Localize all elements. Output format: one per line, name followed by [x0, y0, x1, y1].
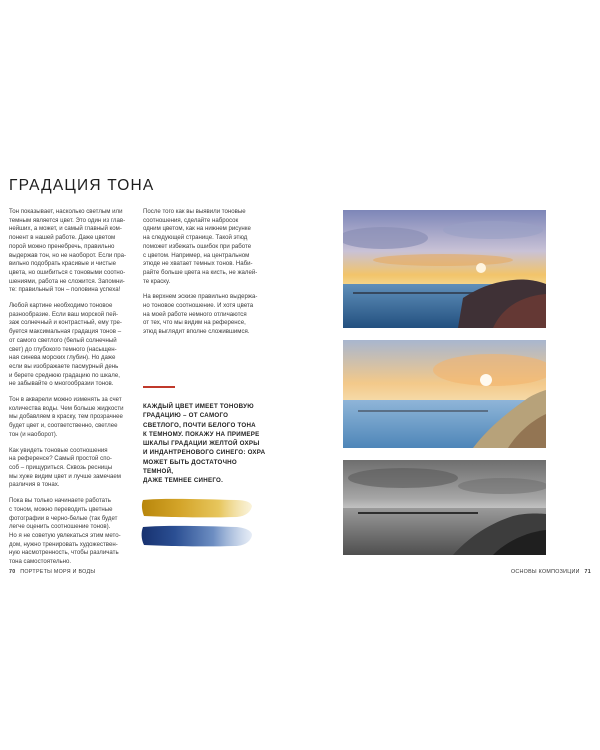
footer-left	[9, 569, 95, 575]
watercolor-sunset-undertoned	[343, 340, 546, 448]
paragraph: Тон в акварели можно изменять за счет количества воды. Чем больше жидкости мы добавляем в краску, тем прозрачнее будет цвет и, соответственно, светлее тон (и наоборот).	[9, 396, 124, 438]
callout-text: КАЖДЫЙ ЦВЕТ ИМЕЕТ ТОНОВУЮ ГРАДАЦИЮ – ОТ САМОГО СВЕТЛОГО, ПОЧТИ БЕЛОГО ТОНА К ТЕМНОМУ. ПОКАЖУ НА ПРИМЕРЕ ШКАЛЫ ГРАДАЦИИ ЖЕЛТОЙ ОХРЫ И ИНДАНТРЕНОВОГО СИНЕГО: ОХРА МОЖЕТ БЫТЬ ДОСТАТОЧНО ТЕМНОЙ, ДАЖЕ ТЕМНЕЕ СИНЕГО.	[143, 403, 266, 485]
footer-right	[511, 569, 591, 575]
body-column-middle	[143, 208, 265, 344]
ochre-gradation-swatch	[141, 497, 253, 519]
accent-divider	[143, 386, 175, 388]
watercolor-sunset-color	[343, 210, 546, 328]
paragraph: Как увидеть тоновые соотношения на референсе? Самый простой спо- соб – прищуриться. Сквозь ресницы мы хуже видим цвет и лучше замечаем различия в тонах.	[9, 446, 121, 489]
page-number: 71	[584, 569, 591, 575]
paragraph: На верхнем эскизе правильно выдержа- но тоновое соотношение. И хотя цвета на моей работе немного отличаются от тех, что мы видим на референсе, этюд выглядит вполне сложившимся.	[143, 293, 258, 336]
running-head: ОСНОВЫ КОМПОЗИЦИИ	[511, 569, 580, 575]
paragraph: Тон показывает, насколько светлым или темным является цвет. Это один из глав- нейших, а может, и самый главный ком- понент в нашей работе. Даже цветом порой можно пренебречь, правильно выдержав тон, но не наоборот. Если пра- вильно подобрать красивые и чистые цвета, но ошибиться с тоновыми соотно- шениями, работа не сложится. Запомни- те: правильный тон – половина успеха!	[9, 208, 127, 294]
watercolor-sunset-monochrome	[343, 460, 546, 555]
paragraph: Любой картине необходимо тоновое разнообразие. Если ваш морской пей- заж солнечный и контрастный, ему тре- буется максимальная градация тонов – от самого светлого (белый солнечный свет) до глубокого темного (насыщен- ная синева морских глубин). Но даже если вы изображаете пасмурный день и берете среднюю градацию по шкале, не забывайте о многообразии тонов.	[9, 302, 122, 388]
paragraph: Пока вы только начинаете работать с тоном, можно переводить цветные фотографии в черно-белые (так будет легче оценить соотношение тонов). Но я не советую увлекаться этим мето- дом, нужно тренировать художествен- ную насмотренность, чтобы различать тона самостоятельно.	[9, 497, 121, 566]
paragraph: После того как вы выявили тоновые соотношения, сделайте набросок одним цветом, как на нижнем рисунке на следующей странице. Такой этюд поможет избежать ошибок при работе с цветом. Например, на центральном этюде не хватает темных тонов. Наби- райте больше цвета на кисть, не жалей- те краску.	[143, 208, 258, 285]
body-column-left	[9, 208, 134, 574]
running-head: ПОРТРЕТЫ МОРЯ И ВОДЫ	[20, 569, 96, 575]
page-title: ГРАДАЦИЯ ТОНА	[9, 177, 155, 194]
page-number: 70	[9, 569, 16, 575]
blue-gradation-swatch	[141, 524, 253, 548]
